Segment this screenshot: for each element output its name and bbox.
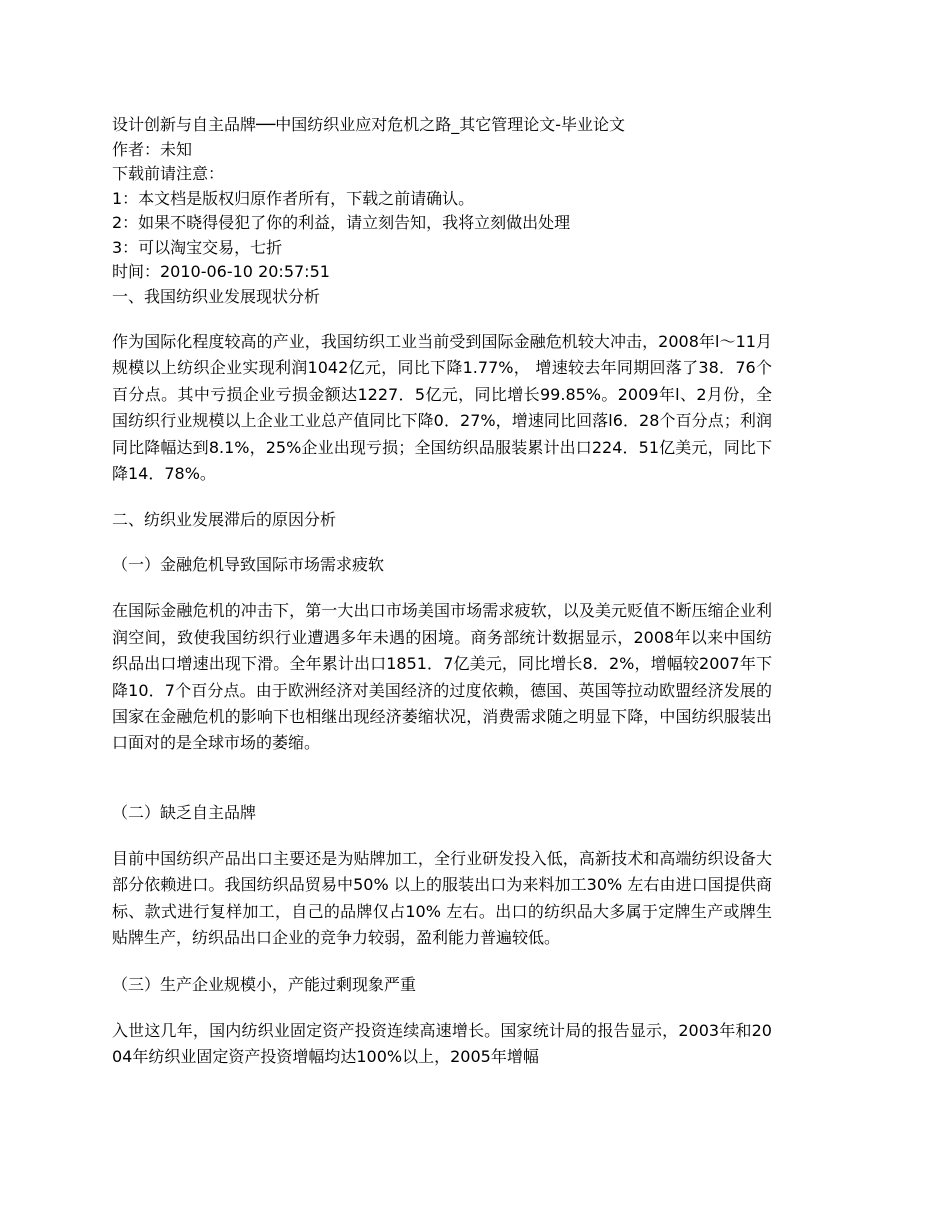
- section-heading: 一、我国纺织业发展现状分析: [112, 286, 321, 306]
- timestamp-line: 时间：2010-06-10 20:57:51: [112, 262, 330, 281]
- section-paragraph: 作为国际化程度较高的产业，我国纺织工业当前受到国际金融危机较大冲击，2008年l～11月规模以上纺织企业实现利润1042亿元，同比下降1.77%， 增速较去年同期回落了38．76个百分点。其中亏损企业亏损金额达1227．5亿元，同比增长99.85%。2009年l、2月份，全国纺织行业规模以上企业工业总产值同比下降0．27%，增速同比回落l6．28个百分点；利润同比降幅达到8.1%，25%企业出现亏损；全国纺织品服装累计出口224．51亿美元，同比下降14．78%。: [112, 332, 772, 484]
- document-page: [112, 113, 772, 1070]
- notice-item: 1：本文档是版权归原作者所有，下载之前请确认。: [112, 188, 475, 208]
- section-paragraph: 目前中国纺织产品出口主要还是为贴牌加工，全行业研发投入低，高新技术和高端纺织设备大部分依赖进口。我国纺织品贸易中50% 以上的服装出口为来料加工30% 左右由进口国提供商标、款式进行复样加工，自己的品牌仅占10% 左右。出口的纺织品大多属于定牌生产或牌生贴牌生产，纺织品出口企业的竞争力较弱，盈利能力普遍较低。: [112, 848, 772, 948]
- section-paragraph: 入世这几年，国内纺织业固定资产投资连续高速增长。国家统计局的报告显示，2003年和2004年纺织业固定资产投资增幅均达100%以上，2005年增幅: [112, 1020, 772, 1066]
- notice-heading: 下载前请注意：: [112, 164, 225, 183]
- subsection-heading: （三）生产企业规模小，产能过剩现象严重: [112, 974, 417, 994]
- notice-item: 2：如果不晓得侵犯了你的利益，请立刻告知，我将立刻做出处理: [112, 213, 571, 232]
- section-paragraph: 在国际金融危机的冲击下，第一大出口市场美国市场需求疲软，以及美元贬值不断压缩企业利润空间，致使我国纺织行业遭遇多年未遇的困境。商务部统计数据显示，2008年以来中国纺织品出口增速出现下滑。全年累计出口1851．7亿美元，同比增长8．2%，增幅较2007年下降10．7个百分点。由于欧洲经济对美国经济的过度依赖，德国、英国等拉动欧盟经济发展的国家在金融危机的影响下也相继出现经济萎缩状况，消费需求随之明显下降，中国纺织服装出口面对的是全球市场的萎缩。: [112, 601, 772, 753]
- document-title: 设计创新与自主品牌──中国纺织业应对危机之路_其它管理论文-毕业论文: [112, 115, 626, 134]
- subsection-heading: （二）缺乏自主品牌: [112, 802, 257, 822]
- section-heading: 二、纺织业发展滞后的原因分析: [112, 510, 337, 530]
- subsection-heading: （一）金融危机导致国际市场需求疲软: [112, 555, 385, 575]
- author-line: 作者：未知: [112, 139, 193, 159]
- notice-item: 3：可以淘宝交易，七折: [112, 237, 283, 257]
